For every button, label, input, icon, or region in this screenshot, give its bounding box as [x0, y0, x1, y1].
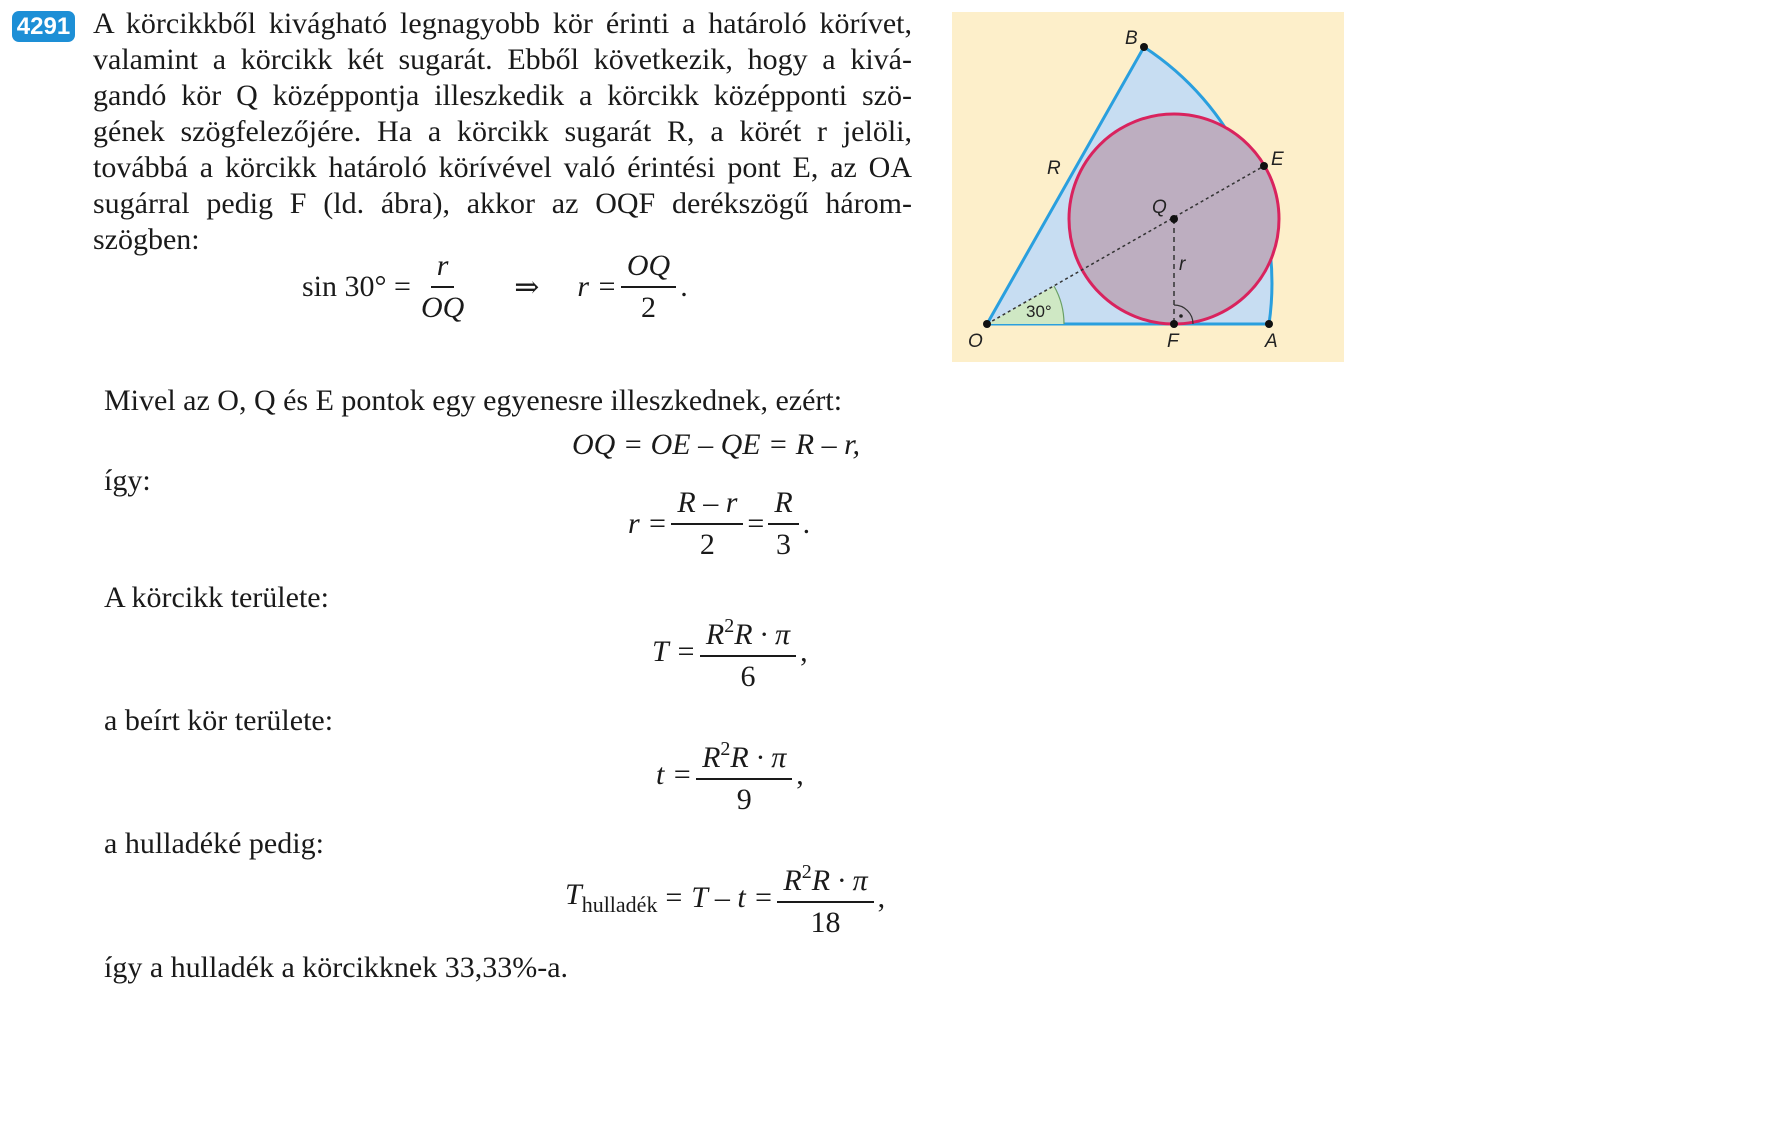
eq4-lhs: T =	[652, 634, 696, 668]
intro-line-3: gandó kör Q középpontja illeszkedik a körcikk középponti szö-	[93, 79, 912, 112]
point-F	[1170, 320, 1178, 328]
eq1-fraction-1	[415, 250, 470, 324]
equation-oq: OQ = OE – QE = R – r,	[572, 428, 860, 461]
eq6-lhs: $T_{hulladék}$	[565, 877, 658, 917]
eq5-numerator: $R^2R \cdot \pi$	[696, 733, 792, 780]
eq6-end: ,	[877, 880, 886, 914]
sector-figure	[952, 12, 1344, 362]
eq4-end: ,	[800, 634, 808, 668]
label-angle-30: 30°	[1026, 302, 1052, 321]
eq6-fraction	[777, 856, 873, 939]
label-O: O	[968, 331, 983, 352]
intro-line-4: gének szögfelezőjére. Ha a körcikk sugarát R, a körét r jelöli,	[93, 115, 912, 148]
label-R: R	[1047, 158, 1061, 179]
point-E	[1260, 162, 1268, 170]
implies-arrow: ⇒	[514, 270, 540, 304]
eq3-lhs: r =	[628, 507, 668, 540]
intro-line-5: továbbá a körcikk határoló körívével való érintési pont E, az OA	[93, 151, 912, 184]
text-mivel: Mivel az O, Q és E pontok egy egyenesre illeszkednek, ezért:	[104, 384, 843, 417]
text-korcikk-terulete: A körcikk területe:	[104, 581, 329, 614]
label-B: B	[1125, 28, 1138, 49]
label-E: E	[1271, 149, 1284, 170]
eq6-denominator: 18	[810, 906, 841, 939]
equation-T-hulladek	[565, 856, 885, 939]
eq6-numerator-text: R · π	[811, 864, 868, 897]
text-beirt-kor-terulete: a beírt kör területe:	[104, 704, 334, 737]
eq1-frac1-numerator: r	[431, 250, 455, 288]
eq6-mid: = T – t =	[663, 880, 774, 914]
right-angle-dot	[1179, 314, 1183, 318]
eq4-numerator: $R^2R \cdot \pi$	[700, 610, 796, 657]
intro-line-2: valamint a körcikk két sugarát. Ebből következik, hogy a kivá-	[93, 43, 912, 76]
point-O	[983, 320, 991, 328]
eq6-exponent: 2	[801, 861, 812, 883]
label-Q: Q	[1152, 197, 1167, 218]
equation-t	[656, 733, 804, 816]
point-A	[1265, 320, 1273, 328]
eq6-numerator: $R^2R \cdot \pi$	[777, 856, 873, 903]
eq3-frac2-numerator: R	[768, 487, 798, 525]
text-igy: így:	[104, 464, 151, 497]
eq6-subscript: hulladék	[581, 891, 658, 917]
eq4-exponent: 2	[724, 615, 735, 637]
eq5-end: ,	[796, 757, 804, 791]
intro-paragraph	[93, 6, 912, 258]
eq1-frac2-numerator: OQ	[621, 250, 676, 288]
eq4-numerator-text: R · π	[734, 618, 791, 651]
label-r: r	[1179, 254, 1186, 275]
sector-diagram	[952, 12, 1344, 362]
eq5-exponent: 2	[720, 738, 731, 760]
eq3-end: .	[802, 507, 811, 540]
eq1-frac1-denominator: OQ	[420, 291, 465, 324]
eq5-numerator-text: R · π	[730, 741, 787, 774]
intro-line-7: szögben:	[93, 223, 200, 256]
eq4-denominator: 6	[740, 660, 756, 693]
text-final: így a hulladék a körcikknek 33,33%-a.	[104, 951, 569, 984]
eq1-frac2-denominator: 2	[641, 291, 657, 324]
eq1-fraction-2	[621, 250, 676, 324]
eq1-lhs: sin 30° =	[302, 270, 411, 303]
eq3-fraction-1	[671, 487, 743, 561]
problem-number-badge: 4291	[12, 11, 75, 42]
label-A: A	[1265, 331, 1278, 352]
eq3-frac1-numerator: R – r	[671, 487, 743, 525]
text-hulladeke-pedig: a hulladéké pedig:	[104, 827, 324, 860]
eq3-mid: =	[747, 507, 765, 540]
eq1-end: .	[680, 270, 688, 303]
eq3-frac2-denominator: 3	[776, 528, 791, 561]
equation-sin30	[302, 250, 688, 324]
equation-r	[628, 487, 810, 561]
eq3-frac1-denominator: 2	[699, 528, 715, 561]
eq5-denominator: 9	[736, 783, 752, 816]
eq5-fraction	[696, 733, 792, 816]
eq5-lhs: t =	[656, 757, 693, 791]
eq4-fraction	[700, 610, 796, 693]
intro-line-1: A körcikkből kivágható legnagyobb kör érinti a határoló körívet,	[93, 7, 912, 40]
eq3-fraction-2	[768, 487, 798, 561]
point-B	[1140, 43, 1148, 51]
eq1-r-equals: r =	[577, 270, 617, 303]
label-F: F	[1167, 331, 1179, 352]
intro-line-6: sugárral pedig F (ld. ábra), akkor az OQF derékszögű három-	[93, 187, 912, 220]
equation-T	[652, 610, 808, 693]
point-Q	[1170, 215, 1178, 223]
